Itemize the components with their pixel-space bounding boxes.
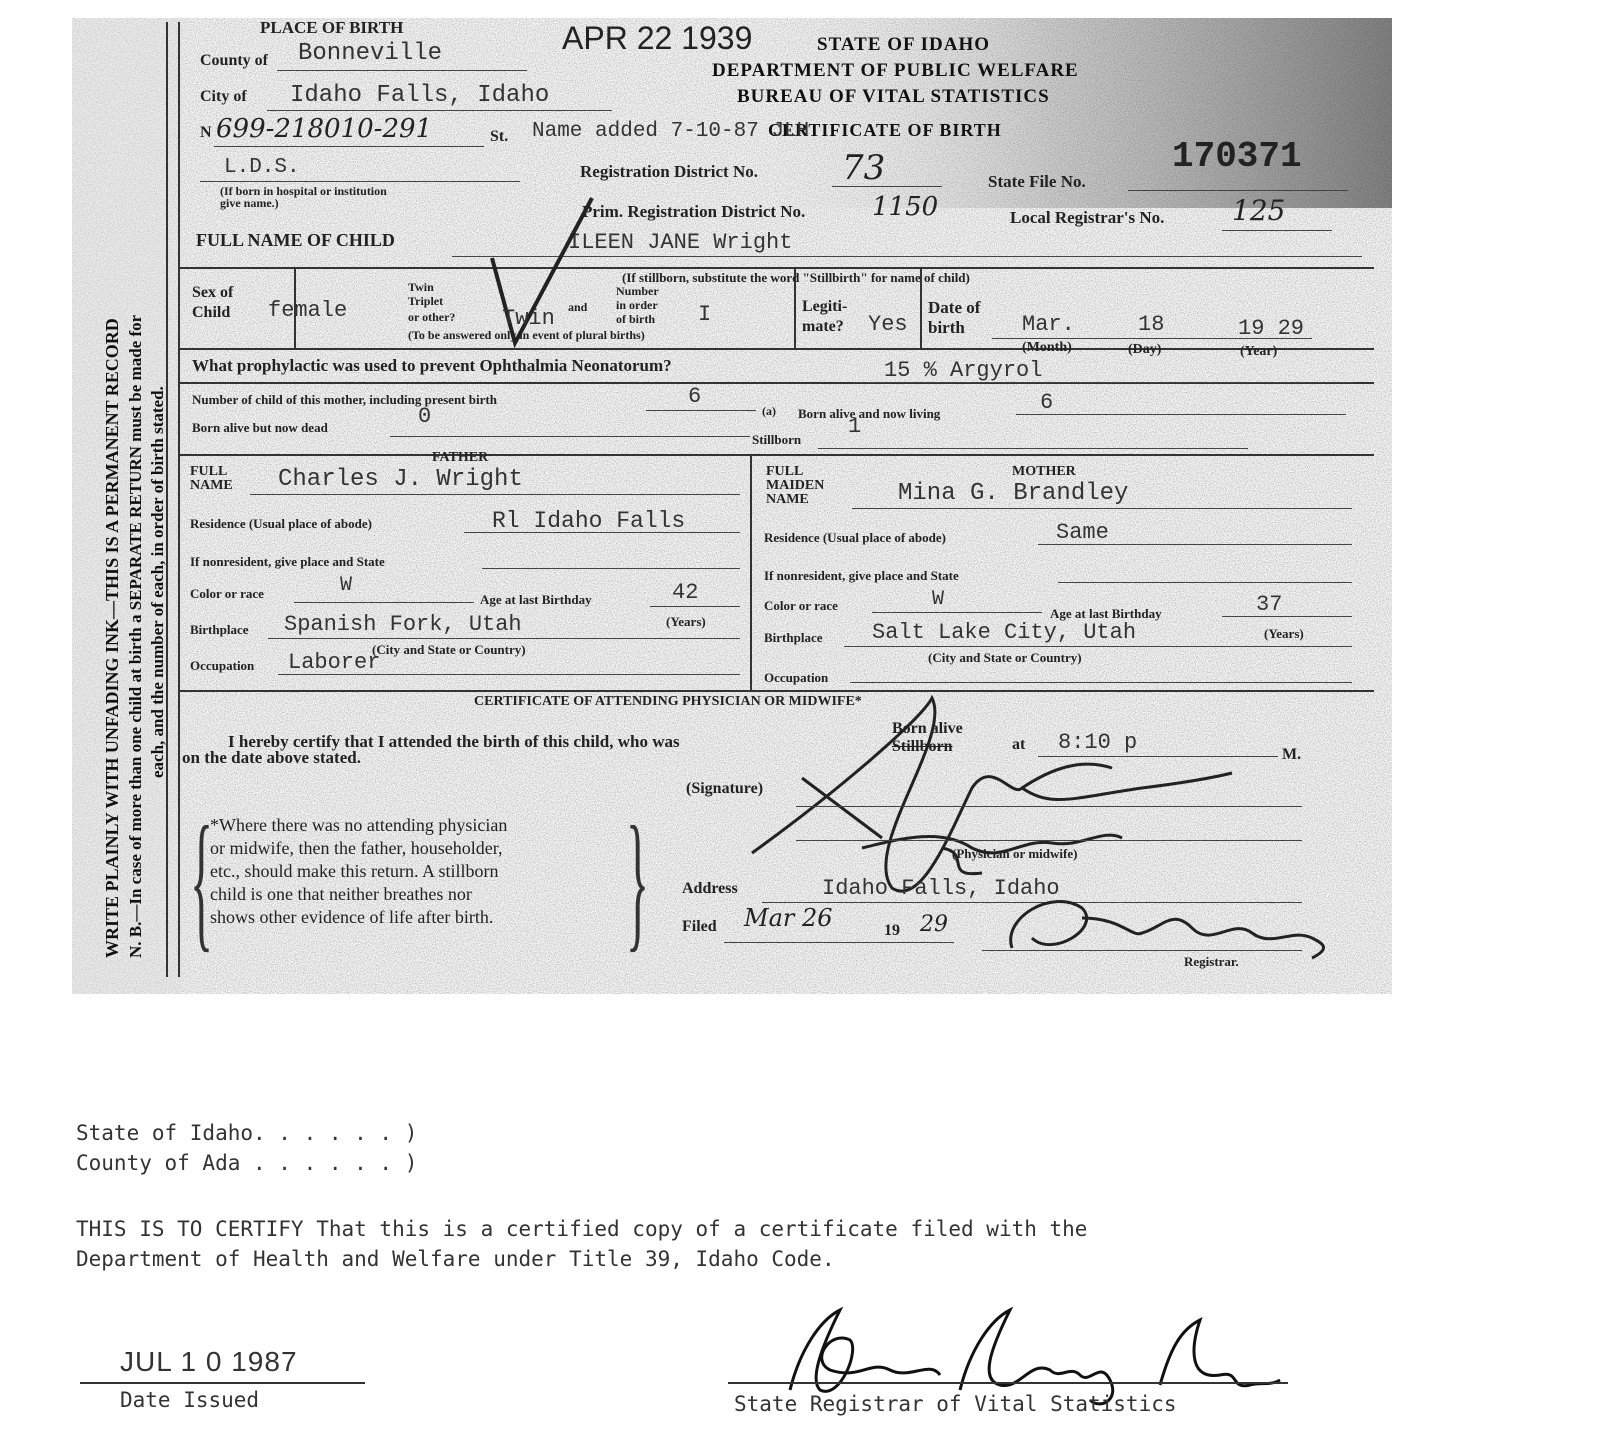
twin-label-3: or other? bbox=[408, 310, 456, 324]
registrar-signature bbox=[992, 878, 1332, 968]
street-no-label: N bbox=[200, 124, 212, 141]
certificate-title: CERTIFICATE OF BIRTH bbox=[768, 120, 1002, 140]
mother-full-label-1: FULL bbox=[766, 464, 804, 479]
county-value: Bonneville bbox=[298, 40, 443, 67]
father-full-label-2: NAME bbox=[190, 478, 233, 493]
stillbirth-note: (If stillborn, substitute the word "Stillbirth" for name of child) bbox=[622, 270, 970, 285]
physician-address: Idaho Falls, Idaho bbox=[822, 876, 1060, 901]
mother-residence-label: Residence (Usual place of abode) bbox=[764, 530, 946, 545]
twin-label-1: Twin bbox=[408, 280, 434, 294]
sex-value: female bbox=[268, 298, 348, 323]
mother-birthplace: Salt Lake City, Utah bbox=[872, 620, 1137, 645]
order-label-1: Number bbox=[616, 284, 659, 298]
mother-age: 37 bbox=[1256, 592, 1283, 617]
prophylactic-label: What prophylactic was used to prevent Ophthalmia Neonatorum? bbox=[192, 356, 672, 375]
order-label-2: in order bbox=[616, 298, 658, 312]
stillborn-note bbox=[210, 814, 507, 929]
left-border-inner bbox=[178, 22, 180, 977]
mother-color: W bbox=[932, 588, 945, 611]
mother-full-label-2: MAIDEN bbox=[766, 478, 825, 493]
bureau-heading: BUREAU OF VITAL STATISTICS bbox=[737, 86, 1050, 107]
dob-label-1: Date of bbox=[928, 298, 981, 317]
department-heading: DEPARTMENT OF PUBLIC WELFARE bbox=[712, 60, 1079, 81]
hospital-note-1: (If born in hospital or institution bbox=[220, 184, 387, 198]
street-label: St. bbox=[490, 128, 509, 145]
date-issued-line bbox=[80, 1382, 365, 1384]
county-label: County of bbox=[200, 52, 269, 69]
father-age: 42 bbox=[672, 580, 699, 605]
month-label: (Month) bbox=[1022, 340, 1072, 355]
mother-nonresident-label: If nonresident, give place and State bbox=[764, 568, 959, 583]
divider-parents bbox=[750, 456, 752, 690]
note-line: child is one that neither breathes nor bbox=[210, 884, 472, 904]
prim-district-value: 1150 bbox=[872, 192, 939, 222]
state-file-value: 170371 bbox=[1172, 136, 1302, 177]
state-heading: STATE OF IDAHO bbox=[817, 34, 991, 55]
order-value: I bbox=[698, 302, 712, 327]
dob-month: Mar. bbox=[1022, 312, 1075, 337]
note-right-brace: } bbox=[626, 797, 650, 967]
received-stamp: APR 22 1939 bbox=[562, 20, 753, 56]
stillborn-label: Stillborn bbox=[752, 432, 802, 447]
prophylactic-value: 15 % Argyrol bbox=[884, 358, 1043, 383]
local-registrar-label: Local Registrar's No. bbox=[1010, 208, 1165, 227]
dob-day: 18 bbox=[1138, 312, 1165, 337]
filed-date: Mar 26 bbox=[744, 904, 833, 932]
legit-label-1: Legiti- bbox=[802, 298, 848, 315]
address-label: Address bbox=[682, 880, 738, 897]
filed-year: 29 bbox=[920, 912, 948, 937]
note-line: or midwife, then the father, householder, bbox=[210, 838, 503, 858]
father-color: W bbox=[340, 574, 353, 597]
registration-district-value: 73 bbox=[842, 148, 886, 188]
father-residence-label: Residence (Usual place of abode) bbox=[190, 516, 372, 531]
father-color-label: Color or race bbox=[190, 586, 264, 601]
hospital-note-2: give name.) bbox=[220, 196, 279, 210]
mother-city-state-label: (City and State or Country) bbox=[928, 650, 1082, 665]
m-label: M. bbox=[1282, 746, 1302, 763]
dob-label-2: birth bbox=[928, 318, 965, 337]
father-birthplace: Spanish Fork, Utah bbox=[284, 612, 522, 637]
father-years-label: (Years) bbox=[666, 614, 706, 629]
attending-heading: CERTIFICATE OF ATTENDING PHYSICIAN OR MIDWIFE* bbox=[474, 694, 862, 709]
certify-line-2: Department of Health and Welfare under Title 39, Idaho Code. bbox=[76, 1247, 835, 1271]
mother-age-label: Age at last Birthday bbox=[1050, 606, 1162, 621]
state-registrar-line bbox=[728, 1382, 1288, 1384]
mother-years-label: (Years) bbox=[1264, 626, 1304, 641]
certify-line-1: THIS IS TO CERTIFY That this is a certified copy of a certificate filed with the bbox=[76, 1217, 1088, 1241]
registrar-label: Registrar. bbox=[1184, 954, 1239, 969]
father-heading: FATHER bbox=[432, 450, 489, 465]
hospital-value: L.D.S. bbox=[224, 156, 300, 179]
registration-district-label: Registration District No. bbox=[580, 162, 758, 181]
father-birthplace-label: Birthplace bbox=[190, 622, 249, 637]
county-line: County of Ada . . . . . . ) bbox=[76, 1151, 418, 1175]
sidebar-line3: each, and the number of each, in order of birth stated. bbox=[148, 386, 167, 778]
date-issued-label: Date Issued bbox=[120, 1388, 260, 1412]
father-city-state-label: (City and State or Country) bbox=[372, 642, 526, 657]
physician-label: (Physician or midwife) bbox=[952, 846, 1078, 861]
mother-occupation-label: Occupation bbox=[764, 670, 829, 685]
sidebar-line2: N. B.—In case of more than one child at birth a SEPARATE RETURN must be made for bbox=[126, 314, 145, 958]
father-occupation: Laborer bbox=[288, 650, 381, 675]
state-registrar-title: State Registrar of Vital Statistics bbox=[734, 1392, 1177, 1416]
date-above-text: on the date above stated. bbox=[182, 748, 361, 767]
note-left-brace: { bbox=[190, 797, 214, 967]
state-line: State of Idaho. . . . . . ) bbox=[76, 1121, 418, 1145]
father-age-label: Age at last Birthday bbox=[480, 592, 592, 607]
city-value: Idaho Falls, Idaho bbox=[290, 82, 550, 109]
filed-year-prefix: 19 bbox=[884, 922, 900, 939]
father-nonresident-label: If nonresident, give place and State bbox=[190, 554, 385, 569]
child-number-value: 6 bbox=[688, 384, 702, 409]
twin-label-2: Triplet bbox=[408, 294, 444, 308]
order-label-3: of birth bbox=[616, 312, 655, 326]
sex-label-2: Child bbox=[192, 304, 231, 321]
city-label: City of bbox=[200, 88, 247, 105]
and-label: and bbox=[568, 300, 588, 314]
twin-value: Twin bbox=[502, 306, 555, 331]
certification-statement bbox=[76, 1214, 1087, 1274]
legit-label-2: mate? bbox=[802, 318, 844, 335]
note-line: etc., should make this return. A stillborn bbox=[210, 861, 499, 881]
state-file-label: State File No. bbox=[988, 172, 1086, 191]
mother-full-label-3: NAME bbox=[766, 492, 809, 507]
certify-text: I hereby certify that I attended the birth of this child, who was bbox=[228, 732, 680, 751]
full-name-label: FULL NAME OF CHILD bbox=[196, 230, 395, 250]
father-full-label-1: FULL bbox=[190, 464, 228, 479]
father-occupation-label: Occupation bbox=[190, 658, 255, 673]
local-registrar-value: 125 bbox=[1232, 194, 1286, 227]
rule-after-children bbox=[178, 454, 1374, 456]
birth-certificate bbox=[72, 18, 1392, 994]
sidebar-line1: WRITE PLAINLY WITH UNFADING INK—THIS IS A PERMANENT RECORD bbox=[102, 318, 122, 958]
dead-label: Born alive but now dead bbox=[192, 420, 328, 435]
stillborn-value: 1 bbox=[848, 414, 862, 439]
birth-time: 8:10 p bbox=[1058, 730, 1138, 755]
stillborn-option: Stillborn bbox=[892, 738, 953, 755]
legit-value: Yes bbox=[868, 312, 908, 337]
note-line: shows other evidence of life after birth. bbox=[210, 907, 494, 927]
mother-residence: Same bbox=[1056, 520, 1109, 545]
plural-note: (To be answered only in event of plural births) bbox=[408, 328, 645, 342]
mother-name: Mina G. Brandley bbox=[898, 480, 1129, 507]
sex-label-1: Sex of bbox=[192, 284, 234, 301]
born-alive-option: Born alive bbox=[892, 720, 963, 737]
mother-birthplace-label: Birthplace bbox=[764, 630, 823, 645]
father-name: Charles J. Wright bbox=[278, 466, 523, 493]
place-of-birth-label: PLACE OF BIRTH bbox=[260, 18, 404, 37]
living-value: 6 bbox=[1040, 390, 1054, 415]
mother-heading: MOTHER bbox=[1012, 464, 1076, 479]
rule-after-dob bbox=[178, 348, 1374, 350]
mother-color-label: Color or race bbox=[764, 598, 838, 613]
date-issued-stamp: JUL 1 0 1987 bbox=[120, 1346, 298, 1377]
child-number-label: Number of child of this mother, including present birth bbox=[192, 392, 497, 407]
certification-jurisdiction bbox=[76, 1118, 417, 1178]
note-line: *Where there was no attending physician bbox=[210, 815, 508, 835]
prim-district-label: Prim. Registration District No. bbox=[582, 202, 806, 221]
living-label: Born alive and now living bbox=[798, 406, 941, 421]
father-residence: Rl Idaho Falls bbox=[492, 508, 686, 534]
dob-year: 19 29 bbox=[1238, 316, 1305, 341]
signature-label: (Signature) bbox=[686, 780, 764, 797]
street-no-value: 699-218010-291 bbox=[216, 114, 433, 144]
rule-after-name bbox=[178, 267, 1374, 269]
at-label: at bbox=[1012, 736, 1026, 753]
full-name-value: ILEEN JANE Wright bbox=[568, 230, 793, 255]
day-label: (Day) bbox=[1128, 342, 1162, 357]
dead-value: 0 bbox=[418, 404, 432, 429]
name-added-note: Name added 7-10-87 JLH bbox=[532, 120, 810, 143]
filed-label: Filed bbox=[682, 918, 717, 935]
a-label: (a) bbox=[762, 404, 776, 418]
year-label: (Year) bbox=[1240, 344, 1278, 359]
